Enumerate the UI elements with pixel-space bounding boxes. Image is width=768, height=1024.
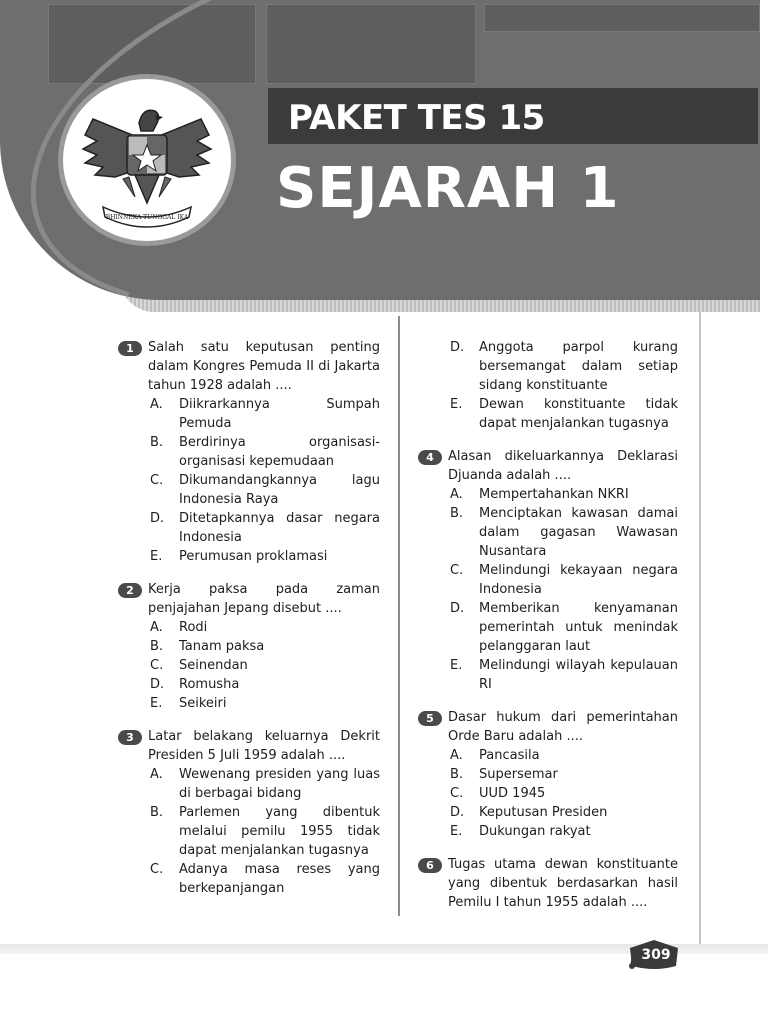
question-number-badge: 2 — [118, 583, 142, 598]
answer-option[interactable] — [118, 675, 380, 694]
option-letter: E. — [450, 658, 463, 673]
option-text: Supersemar — [479, 767, 558, 782]
option-letter: E. — [450, 824, 463, 839]
option-letter: A. — [450, 748, 463, 763]
question-text: Alasan dikeluarkannya Deklarasi Djuanda adalah .... — [448, 449, 678, 483]
question-number-badge: 4 — [418, 450, 442, 465]
option-text: Tanam paksa — [179, 639, 265, 654]
question-stem — [118, 338, 380, 395]
question-text: Dasar hukum dari pemerintahan Orde Baru adalah .... — [448, 710, 678, 744]
option-text: Seinendan — [179, 658, 248, 673]
question-3-continued — [418, 338, 678, 433]
answer-option[interactable] — [418, 561, 678, 599]
emblem-motto: BHINNEKA TUNGGAL IKA — [105, 214, 189, 221]
left-column — [118, 338, 380, 912]
page-number: 309 — [641, 947, 671, 963]
question-number-badge: 5 — [418, 711, 442, 726]
answer-option[interactable] — [418, 338, 678, 395]
answer-option[interactable] — [418, 803, 678, 822]
question-stem — [418, 855, 678, 912]
option-letter: D. — [450, 340, 465, 355]
question-2 — [118, 580, 380, 713]
option-text: UUD 1945 — [479, 786, 546, 801]
option-text: Rodi — [179, 620, 208, 635]
option-text: Ditetapkannya dasar negara Indonesia — [179, 511, 380, 545]
answer-option[interactable] — [418, 504, 678, 561]
answer-option[interactable] — [118, 656, 380, 675]
question-text: Latar belakang keluarnya Dekrit Presiden 5 Juli 1959 adalah .... — [148, 729, 380, 763]
question-text: Kerja paksa pada zaman penjajahan Jepang disebut .... — [148, 582, 380, 616]
option-letter: B. — [150, 435, 164, 450]
option-text: Romusha — [179, 677, 240, 692]
option-letter: B. — [450, 506, 464, 521]
question-3 — [118, 727, 380, 898]
answer-option[interactable] — [418, 822, 678, 841]
option-letter: E. — [150, 549, 163, 564]
question-stem — [418, 447, 678, 485]
answer-option[interactable] — [118, 860, 380, 898]
question-number-badge: 6 — [418, 858, 442, 873]
question-stem — [118, 580, 380, 618]
question-5 — [418, 708, 678, 841]
garuda-icon — [63, 79, 231, 241]
answer-option[interactable] — [118, 395, 380, 433]
option-letter: B. — [150, 639, 164, 654]
column-divider — [398, 316, 400, 916]
option-letter: D. — [450, 805, 465, 820]
question-6 — [418, 855, 678, 912]
answer-option[interactable] — [418, 599, 678, 656]
option-text: Mempertahankan NKRI — [479, 487, 629, 502]
answer-option[interactable] — [118, 547, 380, 566]
answer-option[interactable] — [418, 656, 678, 694]
question-number-badge: 3 — [118, 730, 142, 745]
answer-option[interactable] — [118, 637, 380, 656]
paket-title: PAKET TES 15 — [288, 98, 545, 138]
option-letter: A. — [450, 487, 463, 502]
option-text: Parlemen yang dibentuk melalui pemilu 1955 tidak dapat menjalankan tugasnya — [179, 805, 380, 858]
option-letter: C. — [150, 658, 164, 673]
option-letter: C. — [450, 563, 464, 578]
option-text: Memberikan kenyamanan pemerintah untuk menindak pelanggaran laut — [479, 601, 678, 654]
option-letter: C. — [150, 473, 164, 488]
option-letter: A. — [150, 620, 163, 635]
answer-option[interactable] — [118, 765, 380, 803]
answer-option[interactable] — [118, 471, 380, 509]
question-1 — [118, 338, 380, 566]
answer-option[interactable] — [118, 509, 380, 547]
question-number-badge: 1 — [118, 341, 142, 356]
option-letter: C. — [150, 862, 164, 877]
answer-option[interactable] — [418, 395, 678, 433]
option-text: Pancasila — [479, 748, 540, 763]
answer-option[interactable] — [418, 765, 678, 784]
option-letter: B. — [450, 767, 464, 782]
option-letter: D. — [150, 511, 165, 526]
right-column — [418, 338, 678, 926]
option-letter: C. — [450, 786, 464, 801]
option-text: Keputusan Presiden — [479, 805, 608, 820]
option-text: Dewan konstituante tidak dapat menjalankan tugasnya — [479, 397, 678, 431]
option-text: Diikrarkannya Sumpah Pemuda — [179, 397, 380, 431]
right-margin-rule — [699, 312, 701, 946]
answer-option[interactable] — [418, 746, 678, 765]
option-letter: B. — [150, 805, 164, 820]
option-letter: E. — [150, 696, 163, 711]
answer-option[interactable] — [118, 618, 380, 637]
option-text: Adanya masa reses yang berkepanjangan — [179, 862, 380, 896]
option-text: Dukungan rakyat — [479, 824, 591, 839]
answer-option[interactable] — [418, 485, 678, 504]
option-letter: D. — [150, 677, 165, 692]
option-text: Menciptakan kawasan damai dalam gagasan Wawasan Nusantara — [479, 506, 678, 559]
question-stem — [118, 727, 380, 765]
question-4 — [418, 447, 678, 694]
option-text: Anggota parpol kurang bersemangat dalam setiap sidang konstituante — [479, 340, 678, 393]
garuda-emblem — [58, 74, 236, 246]
answer-option[interactable] — [418, 784, 678, 803]
option-letter: A. — [150, 397, 163, 412]
option-text: Wewenang presiden yang luas di berbagai bidang — [179, 767, 380, 801]
question-text: Tugas utama dewan konstituante yang dibentuk berdasarkan hasil Pemilu I tahun 1955 adalah .... — [448, 857, 678, 910]
option-letter: A. — [150, 767, 163, 782]
option-text: Seikeiri — [179, 696, 227, 711]
answer-option[interactable] — [118, 694, 380, 713]
answer-option[interactable] — [118, 803, 380, 860]
question-text: Salah satu keputusan penting dalam Kongres Pemuda II di Jakarta tahun 1928 adalah .... — [148, 340, 380, 393]
option-text: Dikumandangkannya lagu Indonesia Raya — [179, 473, 380, 507]
option-text: Melindungi kekayaan negara Indonesia — [479, 563, 678, 597]
option-text: Berdirinya organisasi-organisasi kepemudaan — [179, 435, 380, 469]
option-text: Perumusan proklamasi — [179, 549, 328, 564]
option-letter: D. — [450, 601, 465, 616]
option-text: Melindungi wilayah kepulauan RI — [479, 658, 678, 692]
question-stem — [418, 708, 678, 746]
subject-title: SEJARAH 1 — [276, 156, 620, 221]
option-letter: E. — [450, 397, 463, 412]
answer-option[interactable] — [118, 433, 380, 471]
